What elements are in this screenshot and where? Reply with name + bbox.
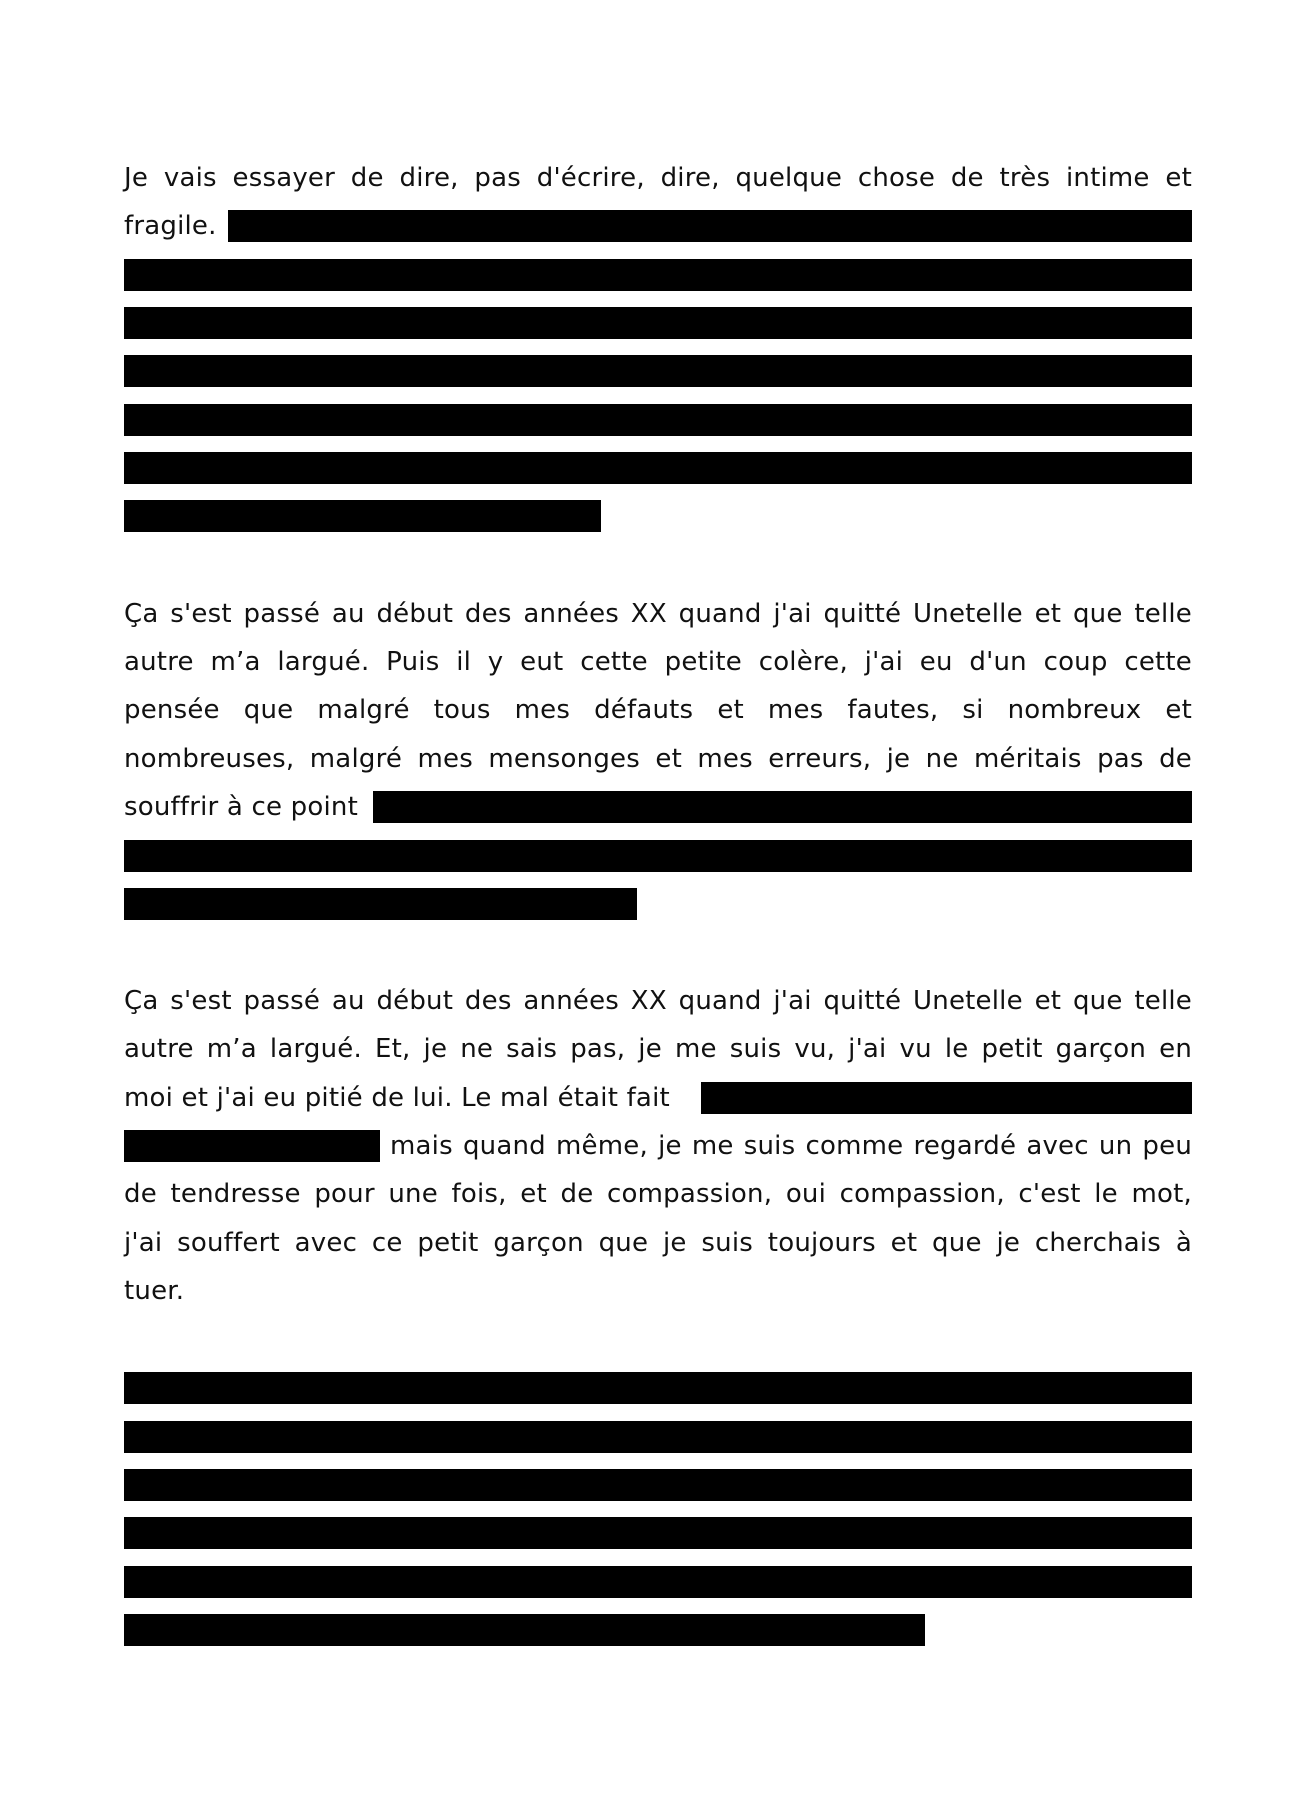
paragraph-3-line-1: Ça s'est passé au début des années XX quand j'ai quitté Unetelle et que telle	[124, 986, 1192, 1016]
redaction-bar	[124, 840, 1192, 872]
redaction-bar	[124, 1517, 1192, 1549]
paragraph-2-line-3: pensée que malgré tous mes défauts et mes fautes, si nombreux et	[124, 695, 1192, 725]
redaction-bar	[124, 500, 601, 532]
redaction-bar	[124, 259, 1192, 291]
redaction-bar	[124, 888, 637, 920]
paragraph-3-line-2: autre m’a largué. Et, je ne sais pas, je me suis vu, j'ai vu le petit garçon en	[124, 1034, 1192, 1064]
redaction-bar	[373, 791, 1192, 823]
paragraph-3-line-3: moi et j'ai eu pitié de lui. Le mal était fait	[124, 1083, 670, 1113]
redaction-bar	[124, 404, 1192, 436]
redaction-bar	[124, 1566, 1192, 1598]
redaction-bar	[124, 307, 1192, 339]
paragraph-1-line-1: Je vais essayer de dire, pas d'écrire, dire, quelque chose de très intime et	[124, 163, 1192, 193]
paragraph-2-line-5: souffrir à ce point	[124, 792, 358, 822]
redaction-bar	[124, 1469, 1192, 1501]
paragraph-3-line-7: tuer.	[124, 1276, 185, 1306]
paragraph-3-line-5: de tendresse pour une fois, et de compassion, oui compassion, c'est le mot,	[124, 1179, 1192, 1209]
redaction-bar	[124, 1130, 380, 1162]
paragraph-2-line-1: Ça s'est passé au début des années XX quand j'ai quitté Unetelle et que telle	[124, 599, 1192, 629]
paragraph-3-line-4: mais quand même, je me suis comme regardé avec un peu	[390, 1131, 1192, 1161]
redaction-bar	[701, 1082, 1192, 1114]
paragraph-3-line-6: j'ai souffert avec ce petit garçon que je suis toujours et que je cherchais à	[124, 1228, 1192, 1258]
paragraph-1-line-2: fragile.	[124, 211, 217, 241]
redaction-bar	[124, 1372, 1192, 1404]
redaction-bar	[124, 355, 1192, 387]
paragraph-2-line-2: autre m’a largué. Puis il y eut cette petite colère, j'ai eu d'un coup cette	[124, 647, 1192, 677]
paragraph-2-line-4: nombreuses, malgré mes mensonges et mes erreurs, je ne méritais pas de	[124, 744, 1192, 774]
redaction-bar	[124, 452, 1192, 484]
redaction-bar	[124, 1421, 1192, 1453]
redaction-bar	[228, 210, 1192, 242]
redaction-bar	[124, 1614, 925, 1646]
